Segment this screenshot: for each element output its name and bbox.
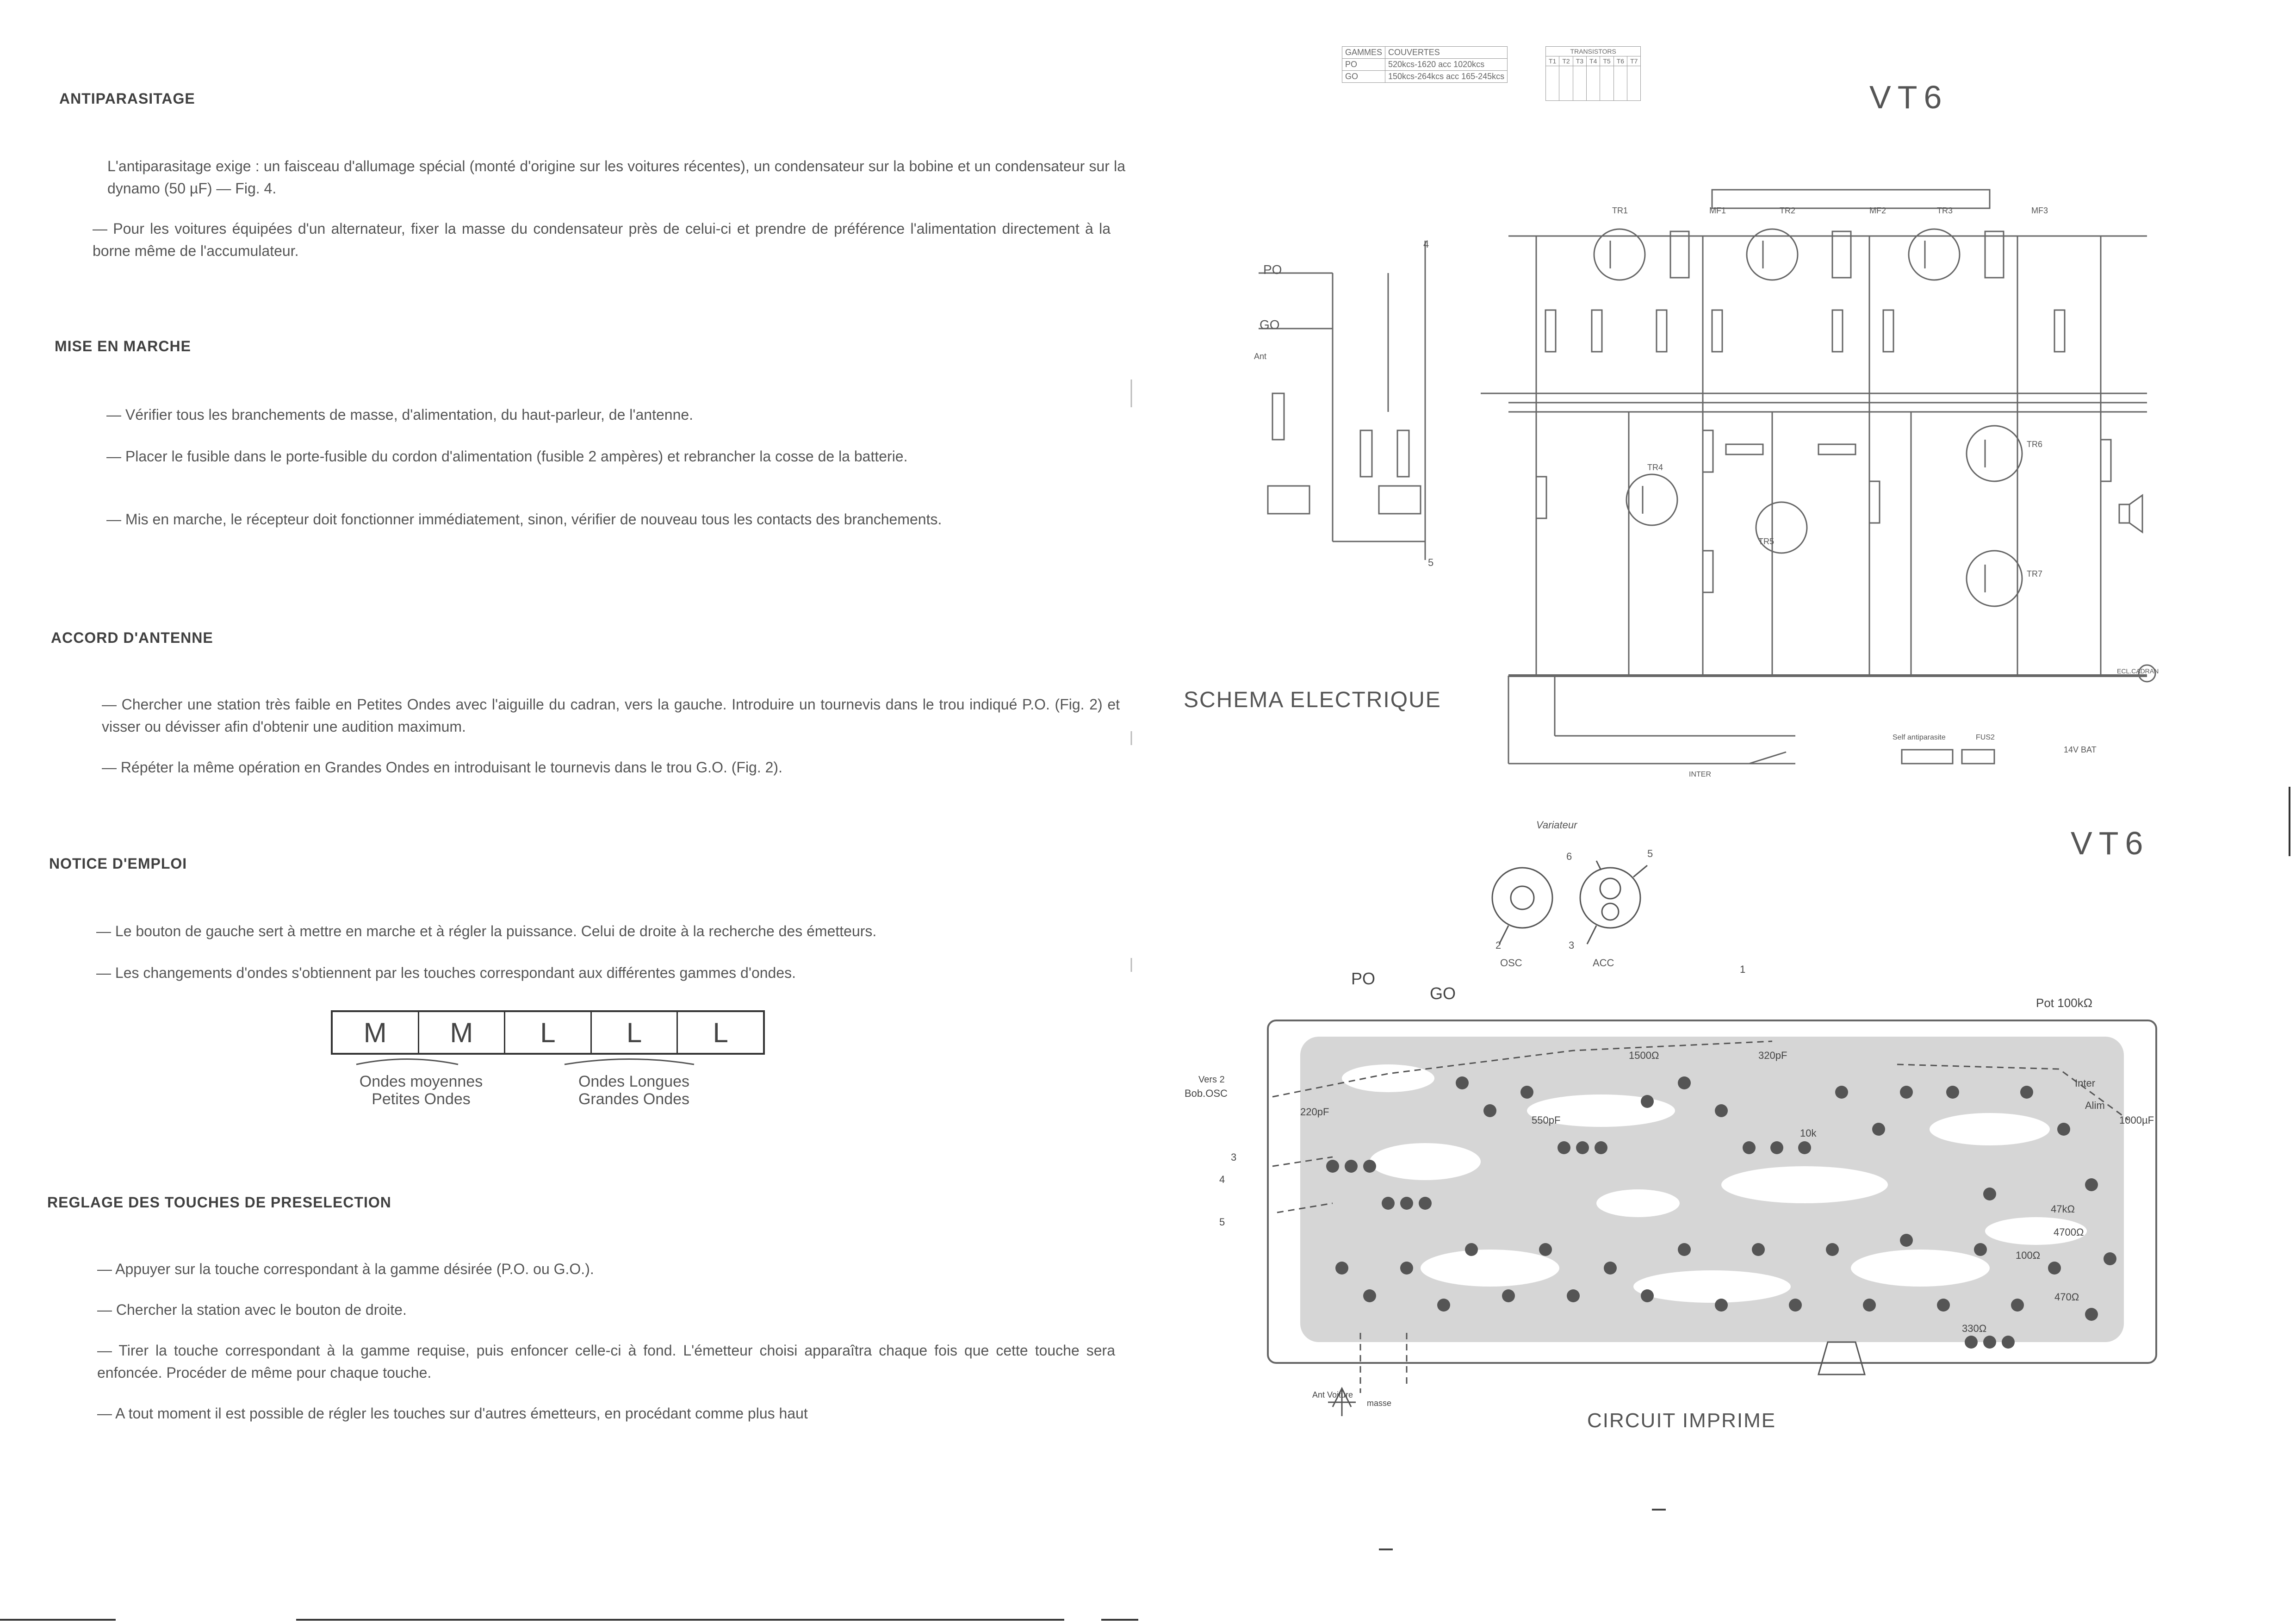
- top-rail: [1712, 190, 1990, 208]
- schema-bat-label: 14V BAT: [2064, 745, 2097, 754]
- model-title-bottom: VT6: [2071, 825, 2150, 861]
- schema-electrique-title: SCHEMA ELECTRIQUE: [1184, 688, 1441, 712]
- pcb-resistor-1500: 1500Ω: [1629, 1050, 1659, 1061]
- schema-ant-label: Ant: [1254, 352, 1267, 361]
- notice-item-1: — Le bouton de gauche sert à mettre en marche et à régler la puissance. Celui de droite à la recherche des émetteurs.: [96, 923, 877, 939]
- key-l-1: L: [505, 1012, 592, 1053]
- mise-en-marche-item-1: — Vérifier tous les branchements de masse, d'alimentation, du haut-parleur, de l'antenne.: [106, 406, 694, 423]
- model-title-top: VT6: [1869, 79, 1948, 115]
- circuit-imprime-title: CIRCUIT IMPRIME: [1587, 1409, 1776, 1432]
- gamme-po: PO: [1342, 59, 1385, 71]
- schema-eclcadran-label: ECL.CADRAN: [2117, 667, 2159, 675]
- mise-en-marche-heading: MISE EN MARCHE: [55, 338, 191, 354]
- schema-po-label: PO: [1263, 262, 1282, 277]
- schema-node-4: 4: [1423, 238, 1429, 250]
- reglage-item-3: — Tirer la touche correspondant à la gamme requise, puis enfoncer celle-ci à fond. L'émetteur choisi apparaîtra chaque fois que cette touche sera enfoncée. Procéder de même pour chaque touche.: [97, 1342, 1115, 1381]
- key-l-3: L: [713, 1017, 728, 1048]
- pcb-node-3: 3: [1569, 939, 1575, 951]
- pcb-acc-label: ACC: [1593, 957, 1614, 969]
- tr4-symbol: [1626, 474, 1677, 525]
- gamme-go-range: 150kcs-264kcs acc 165-245kcs: [1385, 71, 1508, 83]
- schema-inter-label: INTER: [1689, 771, 1711, 778]
- pcb-resistor-4700: 4700Ω: [2054, 1226, 2084, 1238]
- schema-go-label: GO: [1260, 317, 1280, 332]
- transistor-col-1: T1: [1546, 56, 1559, 66]
- key-m-1: M: [333, 1012, 419, 1053]
- pcb-masse-label: masse: [1367, 1399, 1392, 1408]
- pcb-osc-label: OSC: [1500, 957, 1522, 969]
- pcb-po-label: PO: [1351, 969, 1376, 988]
- reglage-item-2: — Chercher la station avec le bouton de droite.: [97, 1301, 407, 1318]
- schema-tr3-label: TR3: [1937, 206, 1953, 215]
- schema-mf2-label: MF2: [1869, 206, 1886, 215]
- mise-en-marche-item-2: — Placer le fusible dans le porte-fusible du cordon d'alimentation (fusible 2 ampères) et rebrancher la cosse de la batterie.: [106, 448, 908, 465]
- pcb-resistor-330: 330Ω: [1962, 1323, 1987, 1334]
- pcb-variateur-label: Variateur: [1536, 819, 1577, 831]
- schema-self-label: Self antiparasite: [1893, 734, 1946, 741]
- pcb-resistor-100: 100Ω: [2016, 1250, 2041, 1261]
- schema-node-5: 5: [1428, 557, 1434, 568]
- caption-petites-ondes: Petites Ondes: [372, 1090, 471, 1108]
- pcb-ant-voiture-label: Ant Voiture: [1312, 1390, 1353, 1399]
- key-m-2: M: [419, 1012, 506, 1053]
- transistor-col-3: T3: [1573, 56, 1586, 66]
- pcb-node-6: 6: [1566, 851, 1572, 862]
- pcb-resistor-10k: 10k: [1800, 1127, 1817, 1139]
- pcb-cap-470pf: 470Ω: [2054, 1291, 2079, 1303]
- reglage-item-4: — A tout moment il est possible de régler les touches sur d'autres émetteurs, en procédant comme plus haut: [97, 1405, 808, 1422]
- pcb-vers-label: Vers 2: [1198, 1075, 1225, 1085]
- transistor-col-7: T7: [1627, 56, 1641, 66]
- pcb-alim-label: Alim: [2085, 1100, 2105, 1111]
- schema-tr4-label: TR4: [1647, 463, 1663, 472]
- accord-item-2: — Répéter la même opération en Grandes Ondes en introduisant le tournevis dans le trou G.O. (Fig. 2).: [102, 759, 782, 776]
- pcb-node-4-label: 4: [1219, 1174, 1225, 1185]
- accord-heading: ACCORD D'ANTENNE: [51, 629, 213, 646]
- schema-mf3-label: MF3: [2031, 206, 2048, 215]
- caption-ondes-longues: Ondes Longues: [578, 1073, 690, 1090]
- pcb-pot-label: Pot 100kΩ: [2036, 996, 2093, 1010]
- pcb-node-3-label: 3: [1231, 1151, 1237, 1163]
- gamme-po-range: 520kcs-1620 acc 1020kcs: [1385, 59, 1508, 71]
- pcb-cap-550pf: 550pF: [1532, 1114, 1561, 1126]
- schema-tr7-label: TR7: [2027, 569, 2043, 578]
- gamme-go: GO: [1342, 71, 1385, 83]
- mise-en-marche-item-3: — Mis en marche, le récepteur doit fonctionner immédiatement, sinon, vérifier de nouveau tous les contacts des branchements.: [106, 511, 942, 528]
- reglage-item-1: — Appuyer sur la touche correspondant à la gamme désirée (P.O. ou G.O.).: [97, 1261, 594, 1277]
- schema-tr2-label: TR2: [1780, 206, 1796, 215]
- notice-heading: NOTICE D'EMPLOI: [49, 855, 187, 872]
- pcb-go-label: GO: [1430, 984, 1456, 1003]
- reglage-heading: REGLAGE DES TOUCHES DE PRESELECTION: [47, 1194, 391, 1211]
- schema-fuse-label: FUS2: [1976, 734, 1995, 741]
- pcb-cap-220pf: 220pF: [1300, 1106, 1329, 1118]
- transistors-header: TRANSISTORS: [1546, 47, 1641, 56]
- pcb-node-5: 5: [1647, 848, 1653, 859]
- pcb-node-2: 2: [1496, 939, 1502, 951]
- transistor-col-4: T4: [1587, 56, 1600, 66]
- pcb-bob-osc-label: Bob.OSC: [1185, 1088, 1228, 1099]
- pcb-cap-320pf: 320pF: [1758, 1050, 1787, 1061]
- pcb-cap-1000uf: 1000µF: [2119, 1114, 2154, 1126]
- transistor-col-5: T5: [1600, 56, 1613, 66]
- couvertes-header: COUVERTES: [1385, 47, 1508, 59]
- pcb-resistor-47k: 47kΩ: [2051, 1203, 2075, 1215]
- schema-tr6-label: TR6: [2027, 440, 2043, 449]
- antiparasitage-paragraph-2: — Pour les voitures équipées d'un alternateur, fixer la masse du condensateur près de celui-ci et prendre de préférence l'alimentation directement à la borne même de l'accumulateur.: [93, 220, 1111, 259]
- transistor-col-6: T6: [1613, 56, 1627, 66]
- antiparasitage-heading: ANTIPARASITAGE: [59, 90, 195, 107]
- schema-mf1-label: MF1: [1709, 206, 1726, 215]
- schema-tr5-label: TR5: [1758, 537, 1775, 546]
- transistor-col-2: T2: [1559, 56, 1573, 66]
- accord-item-1: — Chercher une station très faible en Petites Ondes avec l'aiguille du cadran, vers la gauche. Introduire un tournevis dans le trou indiqué P.O. (Fig. 2) et visser ou dévisser afin d'obtenir une audition maximum.: [102, 696, 1120, 735]
- transistors-table: [1545, 46, 1641, 101]
- gammes-header: GAMMES: [1342, 47, 1385, 59]
- notice-item-2: — Les changements d'ondes s'obtiennent par les touches correspondant aux différentes gammes d'ondes.: [96, 964, 796, 981]
- antiparasitage-paragraph-1: L'antiparasitage exige : un faisceau d'allumage spécial (monté d'origine sur les voitures récentes), un condensateur sur la bobine et un condensateur sur la dynamo (50 µF) — Fig. 4.: [107, 158, 1125, 197]
- tr7-symbol: [1967, 551, 2022, 606]
- pcb-node-1-label: 1: [1740, 964, 1746, 975]
- pcb-inter-label: Inter: [2075, 1077, 2096, 1089]
- caption-grandes-ondes: Grandes Ondes: [578, 1090, 690, 1108]
- schema-tr1-label: TR1: [1612, 206, 1628, 215]
- caption-ondes-moyennes: Ondes moyennes: [359, 1073, 483, 1090]
- gammes-table: [1342, 46, 1508, 83]
- tr6-symbol: [1967, 426, 2022, 481]
- potentiometers-diagram: [1481, 852, 1675, 963]
- printed-circuit-board: [1249, 1009, 2175, 1425]
- pcb-node-5-label: 5: [1219, 1216, 1225, 1228]
- key-l-2: L: [592, 1012, 678, 1053]
